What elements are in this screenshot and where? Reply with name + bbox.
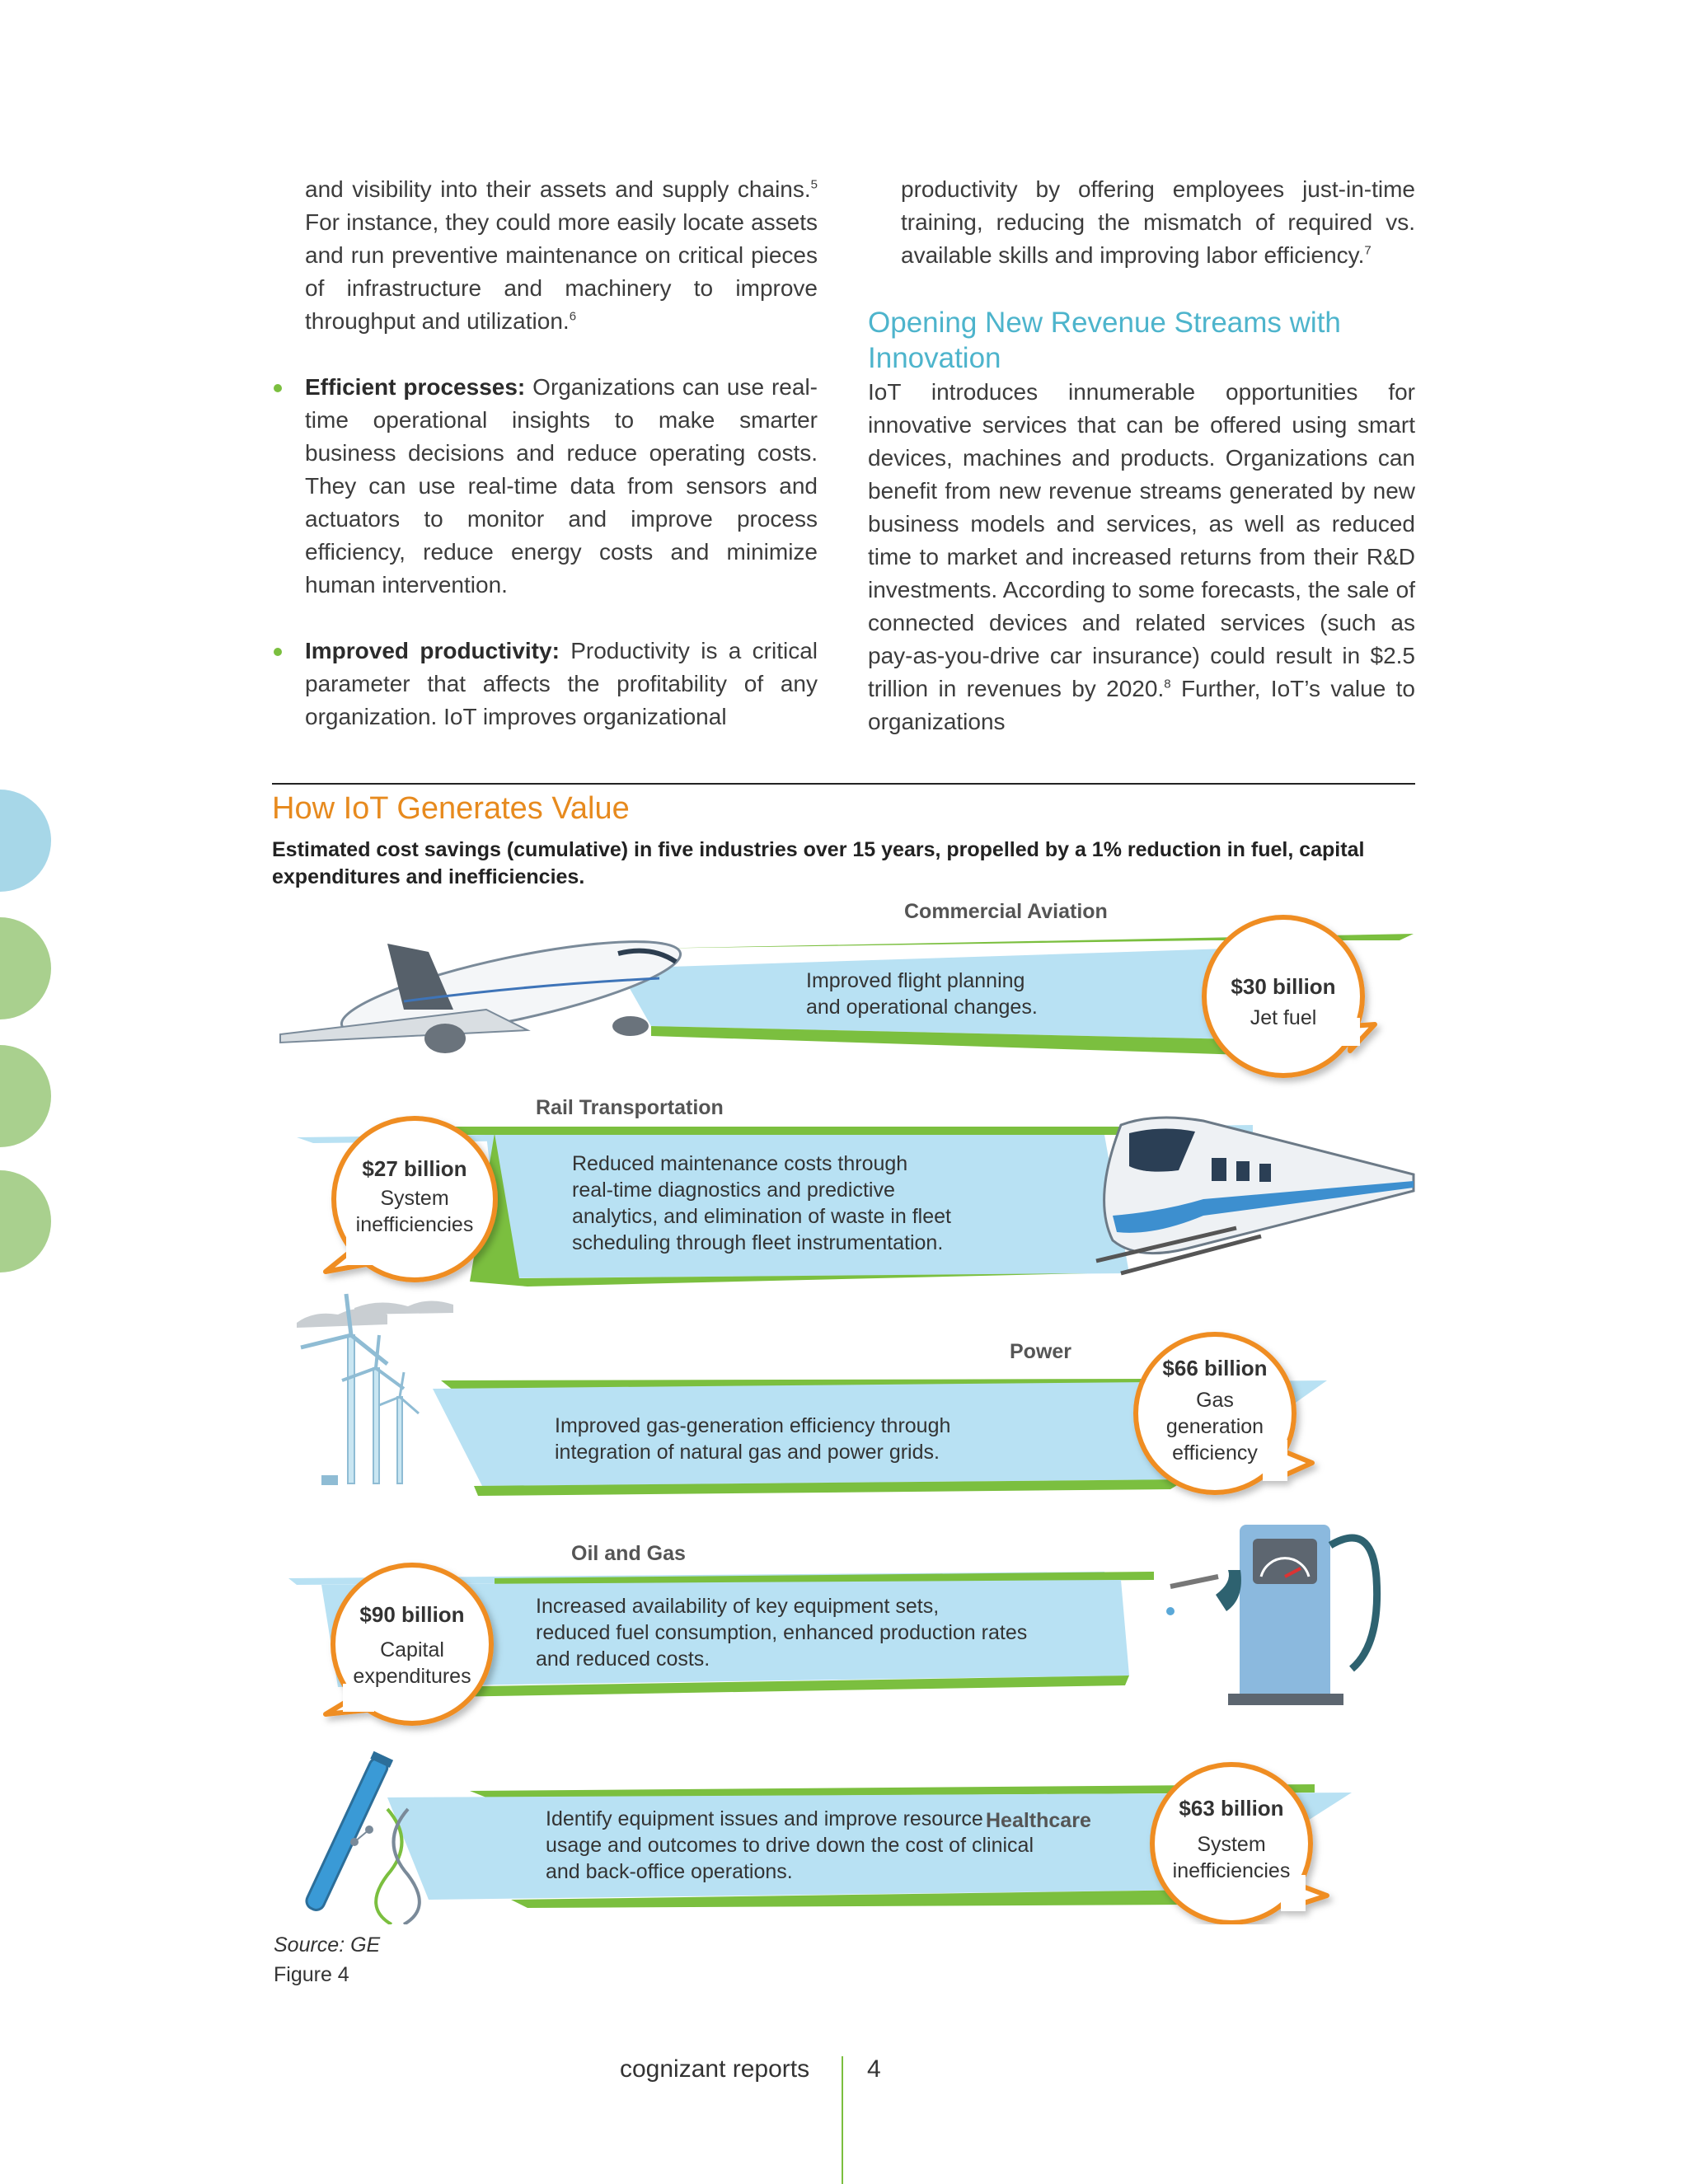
- source-text: Source: GE: [274, 1933, 381, 1957]
- savings-unit-line: inefficiencies: [1172, 1859, 1291, 1882]
- industry-description-line: integration of natural gas and power grids.: [555, 1441, 940, 1464]
- blue-band: [618, 948, 1253, 1039]
- savings-amount: $63 billion: [1179, 1796, 1284, 1821]
- airplane-icon: [280, 922, 687, 1056]
- fuel-pump-icon: [1166, 1525, 1377, 1705]
- decorative-circle-blue: [0, 790, 51, 892]
- figure-title: How IoT Generates Value: [272, 791, 630, 826]
- right-continuation-paragraph: productivity by offering employees just-in-time training, reducing the mismatch of required vs. available skills and improving labor efficiency.$^7$: [901, 176, 1415, 268]
- industry-row-oil-gas: [288, 1525, 1377, 1723]
- industry-description-line: and back-office operations.: [546, 1860, 793, 1883]
- savings-unit-line: System: [380, 1187, 449, 1210]
- industry-description-line: reduced fuel consumption, enhanced production rates: [536, 1621, 1028, 1644]
- savings-unit-line: Gas: [1196, 1389, 1234, 1412]
- bullet-icon: [274, 384, 282, 392]
- iot-value-infographic: [264, 886, 1418, 1924]
- industry-label: Rail Transportation: [536, 1096, 724, 1119]
- industry-row-rail: [297, 1096, 1414, 1286]
- savings-unit-line: System: [1197, 1833, 1266, 1856]
- industry-description-line: Identify equipment issues and improve resource: [546, 1807, 983, 1830]
- decorative-circle-green: [0, 917, 51, 1019]
- industry-description-line: and reduced costs.: [536, 1647, 710, 1671]
- industry-description-line: Increased availability of key equipment sets,: [536, 1595, 940, 1618]
- green-band: [437, 1127, 1195, 1135]
- industry-row-healthcare: [304, 1751, 1352, 1924]
- industry-description-line: usage and outcomes to drive down the cost of clinical: [546, 1834, 1034, 1857]
- wind-turbine-icon: [297, 1294, 453, 1485]
- footer-brand: cognizant reports: [620, 2055, 810, 2083]
- footer-divider: [842, 2056, 843, 2184]
- figure-caption: Figure 4: [274, 1963, 349, 1986]
- industry-description-line: real-time diagnostics and predictive: [572, 1179, 895, 1202]
- page-number: 4: [867, 2055, 881, 2083]
- test-tube-dna-icon: [304, 1751, 420, 1924]
- section-heading: Opening New Revenue Streams with Innovation: [868, 307, 1341, 374]
- industry-description-line: Improved flight planning: [806, 969, 1025, 992]
- savings-unit-line: Jet fuel: [1250, 1006, 1317, 1029]
- figure-subtitle: Estimated cost savings (cumulative) in five industries over 15 years, propelled by a 1% reduction in fuel, capital expenditures and inefficiencies.: [272, 838, 1365, 888]
- industry-label: Commercial Aviation: [904, 900, 1108, 923]
- figure-source: [274, 1930, 380, 1990]
- revenue-paragraph: IoT introduces innumerable opportunities for innovative services that can be offered using smart devices, machines and products. Organizations can benefit from new revenue streams generated by new business models and services, as well as reduced time to market and increased returns from their R&D investments. According to some forecasts, the sale of connected devices and related services (such as pay-as-you-drive car insurance) could result in $2.5 trillion in revenues by 2020.$^8$ Further, IoT’s value to organizations: [868, 379, 1415, 734]
- savings-amount: $30 billion: [1231, 974, 1336, 999]
- industry-description-line: Reduced maintenance costs through: [572, 1152, 908, 1175]
- savings-unit-line: expenditures: [353, 1665, 471, 1688]
- bullet-improved-productivity: Improved productivity: Productivity is a critical parameter that affects the profitability of any organization. IoT improves organizational: [272, 635, 818, 733]
- industry-description-line: Improved gas-generation efficiency through: [555, 1414, 951, 1437]
- left-continuation-paragraph: and visibility into their assets and supply chains.$^5$ For instance, they could more easily locate assets and run preventive maintenance on critical pieces of infrastructure and machinery to improve throughput and utilization.$^6$: [305, 176, 818, 334]
- industry-label: Power: [1010, 1340, 1072, 1363]
- savings-unit-line: Capital: [380, 1638, 444, 1661]
- savings-unit-line: efficiency: [1172, 1441, 1258, 1465]
- right-column: [868, 173, 1415, 738]
- industry-label: Oil and Gas: [571, 1542, 686, 1565]
- industry-row-power: [297, 1294, 1327, 1496]
- industry-description-line: analytics, and elimination of waste in fleet: [572, 1205, 951, 1228]
- decorative-circle-green: [0, 1045, 51, 1147]
- figure-divider: [272, 783, 1415, 785]
- savings-amount: $66 billion: [1162, 1356, 1268, 1380]
- bullet-icon: [274, 648, 282, 656]
- decorative-circle-green: [0, 1170, 51, 1272]
- bullet-efficient-processes: Efficient processes: Organizations can use real-time operational insights to make smarter business decisions and reduce operating costs. They can use real-time data from sensors and actuators to monitor and improve process efficiency, reduce energy costs and minimize human intervention.: [272, 371, 818, 602]
- savings-amount: $90 billion: [359, 1602, 465, 1627]
- savings-unit-line: inefficiencies: [355, 1213, 474, 1236]
- industry-row-aviation: [280, 900, 1414, 1076]
- savings-unit-line: generation: [1165, 1415, 1264, 1438]
- train-icon: [1096, 1118, 1414, 1273]
- savings-amount: $27 billion: [362, 1156, 467, 1181]
- industry-description-line: scheduling through fleet instrumentation.: [572, 1231, 944, 1254]
- industry-label: Healthcare: [986, 1809, 1091, 1832]
- industry-description-line: and operational changes.: [806, 996, 1038, 1019]
- left-column: [272, 173, 818, 733]
